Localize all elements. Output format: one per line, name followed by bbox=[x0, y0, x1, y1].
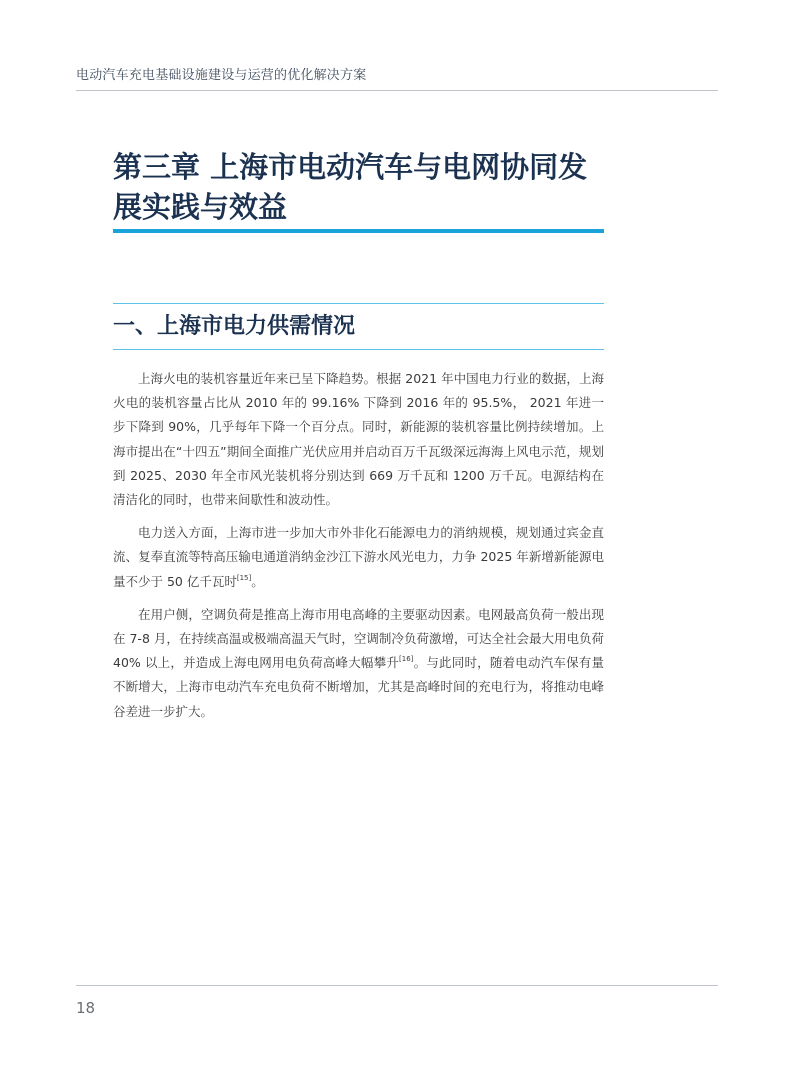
paragraph-3 bbox=[113, 603, 604, 724]
paragraph-2-text: 电力送入方面，上海市进一步加大市外非化石能源电力的消纳规模，规划通过宾金直流、复奉直流等特高压输电通道消纳金沙江下游水风光电力，力争 2025 年新增新能源电量不少于 50 亿千瓦时 bbox=[113, 525, 604, 589]
paragraph-3-text-a: 在用户侧，空调负荷是推高上海市用电高峰的主要驱动因素。电网最高负荷一般出现在 7-8 月，在持续高温或极端高温天气时，空调制冷负荷激增，可达全社会最大用电负荷 40% 以上，并造成上海电网用电负荷高峰大幅攀升 bbox=[113, 606, 604, 671]
page-number: 18 bbox=[76, 999, 96, 1017]
section-rule-top bbox=[113, 303, 604, 304]
chapter-title-underline bbox=[113, 229, 604, 233]
section-title: 一、上海市电力供需情况 bbox=[113, 314, 356, 339]
citation-16: [16] bbox=[399, 655, 414, 664]
chapter-title: 第三章 上海市电动汽车与电网协同发展实践与效益 bbox=[113, 150, 588, 224]
paragraph-1: 上海火电的装机容量近年来已呈下降趋势。根据 2021 年中国电力行业的数据，上海火电的装机容量占比从 2010 年的 99.16% 下降到 2016 年的 95.5%， 2021 年进一步下降到 90%，几乎每年下降一个百分点。同时，新能源的装机容量比例持续增加。上海市提出在“十四五”期间全面推广光伏应用并启动百万千瓦级深远海海上风电示范，规划到 2025、2030 年全市风光装机将分别达到 669 万千瓦和 1200 万千瓦。电源结构在清洁化的同时，也带来间歇性和波动性。 bbox=[113, 371, 604, 508]
header-divider bbox=[76, 90, 718, 91]
paragraph-2 bbox=[113, 521, 604, 594]
footer-divider bbox=[76, 985, 718, 986]
running-header: 电动汽车充电基础设施建设与运营的优化解决方案 bbox=[76, 68, 367, 83]
paragraph-2-end: 。 bbox=[251, 573, 264, 589]
body-text bbox=[113, 367, 604, 733]
paragraph-3-text-b: 。与此同时，随着电动汽车保有量不断增大，上海市电动汽车充电负荷不断增加，尤其是高峰时间的充电行为，将推动电峰谷差进一步扩大。 bbox=[113, 655, 604, 719]
citation-15: [15] bbox=[236, 573, 252, 582]
section-rule-bottom bbox=[113, 349, 604, 350]
